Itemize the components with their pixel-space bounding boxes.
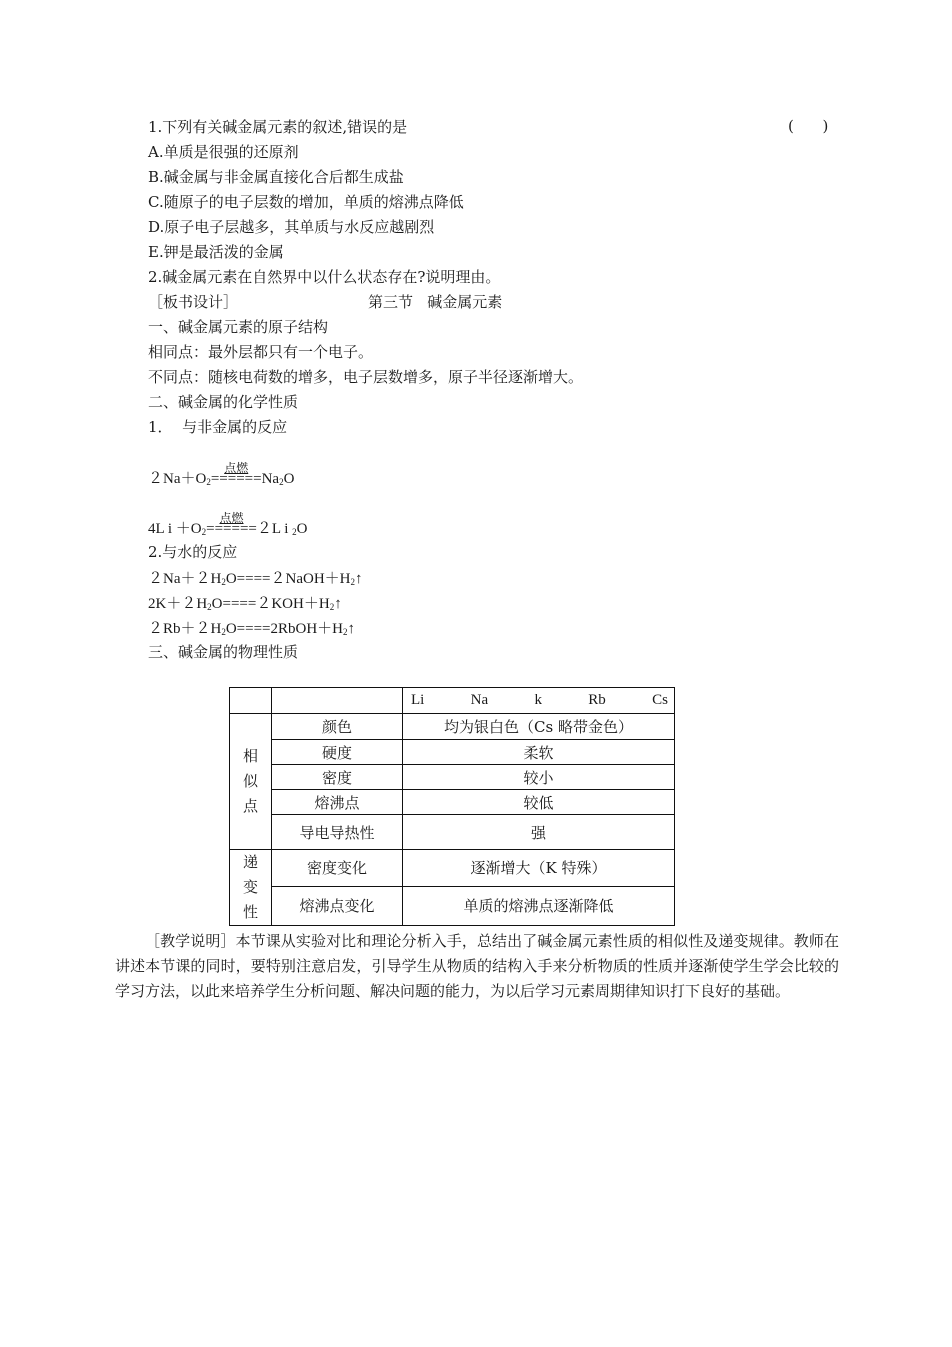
table-row bbox=[230, 714, 675, 740]
prop-label: 颜色 bbox=[272, 714, 403, 740]
group-similarity: 相 似 点 bbox=[230, 714, 272, 850]
table-row bbox=[230, 790, 675, 815]
table-row bbox=[230, 850, 675, 887]
heading-physical-properties: 三、碱金属的物理性质 bbox=[148, 643, 299, 661]
option-d: D.原子电子层越多，其单质与水反应越剧烈 bbox=[148, 218, 435, 236]
prop-value: 较低 bbox=[403, 790, 675, 815]
table-row bbox=[230, 886, 675, 925]
prop-value: 均为银白色（Cs 略带金色） bbox=[403, 714, 675, 740]
prop-value: 强 bbox=[403, 815, 675, 850]
option-a: A.单质是很强的还原剂 bbox=[148, 143, 299, 161]
board-label: ［板书设计］ bbox=[148, 293, 239, 311]
metal-k: k bbox=[534, 692, 542, 708]
prop-label: 熔沸点 bbox=[272, 790, 403, 815]
heading-reaction-nonmetal: 1． 与非金属的反应 bbox=[148, 418, 288, 436]
difference-text: 不同点：随核电荷数的增多，电子层数增多，原子半径逐渐增大。 bbox=[148, 368, 584, 386]
teaching-note: ［教学说明］本节课从实验对比和理论分析入手，总结出了碱金属元素性质的相似性及递变规律。教师在讲述本节课的同时，要特别注意启发，引导学生从物质的结构入手来分析物质的性质并逐渐使学生学会比较的学习方法，以此来培养学生分析问题、解决问题的能力，为以后学习元素周期律知识打下良好的基础。 bbox=[115, 932, 839, 1000]
equation-k-water: $2K+2H_2O====2KOH+H_2↑$ bbox=[148, 596, 342, 612]
heading-atomic-structure: 一、碱金属元素的原子结构 bbox=[148, 318, 329, 336]
heading-chemical-properties: 二、碱金属的化学性质 bbox=[148, 393, 299, 411]
group-gradation: 递 变 性 bbox=[230, 850, 272, 926]
prop-value: 单质的熔沸点逐渐降低 bbox=[403, 886, 675, 925]
section-title: 第三节 碱金属元素 bbox=[368, 293, 503, 311]
prop-label: 导电导热性 bbox=[272, 815, 403, 850]
equation-na-water: $2Na+2H_2O====2NaOH+H_2↑$ bbox=[148, 571, 363, 587]
equation-na-o2: $2Na+O_2$ 点燃 $======Na_2O$ bbox=[148, 461, 295, 487]
condition-ignite: 点燃 bbox=[224, 461, 249, 475]
option-e: E.钾是最活泼的金属 bbox=[148, 243, 284, 261]
prop-label: 密度 bbox=[272, 765, 403, 790]
metal-li: Li bbox=[411, 692, 425, 708]
table-row bbox=[230, 740, 675, 765]
prop-label: 硬度 bbox=[272, 740, 403, 765]
prop-value: 逐渐增大（K 特殊） bbox=[403, 850, 675, 887]
table-row bbox=[230, 815, 675, 850]
condition-ignite: 点燃 bbox=[219, 511, 244, 525]
question-2: 2.碱金属元素在自然界中以什么状态存在?说明理由。 bbox=[148, 268, 501, 286]
heading-reaction-water: 2.与水的反应 bbox=[148, 543, 238, 561]
question-1: 1.下列有关碱金属元素的叙述,错误的是 bbox=[148, 118, 408, 136]
metal-na: Na bbox=[470, 692, 489, 708]
option-c: C.随原子的电子层数的增加，单质的熔沸点降低 bbox=[148, 193, 464, 211]
answer-parentheses: ( ) bbox=[788, 117, 829, 135]
prop-label: 熔沸点变化 bbox=[272, 886, 403, 925]
option-b: B.碱金属与非金属直接化合后都生成盐 bbox=[148, 168, 404, 186]
prop-value: 较小 bbox=[403, 765, 675, 790]
physical-properties-table bbox=[229, 687, 675, 926]
equation-li-o2: 4L $i +O_2$ 点燃 ======２L i $_2$O bbox=[148, 511, 308, 537]
equation-rb-water: $2Rb+2H_2O====2RbOH+H_2↑$ bbox=[148, 621, 356, 637]
prop-label: 密度变化 bbox=[272, 850, 403, 887]
metal-cs: Cs bbox=[652, 692, 668, 708]
similarity-text: 相同点：最外层都只有一个电子。 bbox=[148, 343, 374, 361]
prop-value: 柔软 bbox=[403, 740, 675, 765]
table-header-row bbox=[230, 688, 675, 714]
table-row bbox=[230, 765, 675, 790]
metal-rb: Rb bbox=[588, 692, 606, 708]
